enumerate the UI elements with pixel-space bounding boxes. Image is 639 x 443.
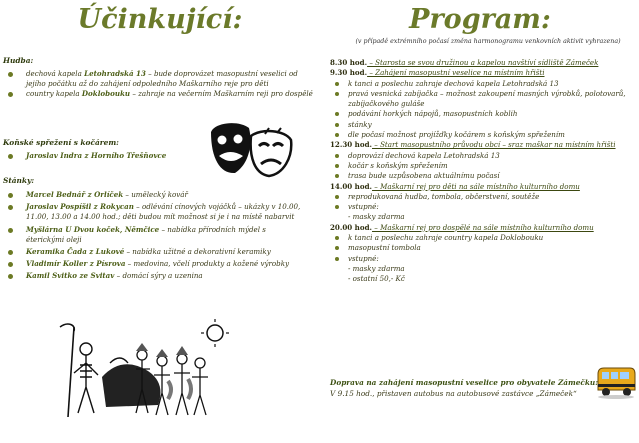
program-list-item [330,151,636,161]
program-time-row [330,182,636,192]
list-item: Myšlárna U Dvou koček, Němčice – nabídka přírodních mýdel s éterickými oleji [4,225,304,245]
program-time-row [330,68,636,78]
program-list-item [330,171,636,181]
program-item-text: k tanci a poslechu zahraje country kapela Doklobouku [348,233,544,243]
program-event: – Maškarní rej pro děti na sále místního kulturního domu [372,181,580,191]
list-item: Jaroslav Indra z Horního Třešňovce [4,151,314,161]
program-list-item [330,109,636,119]
transport-heading: Doprava na zahájení masopustní veselice pro obyvatele Zámečku: [330,378,598,387]
transport-note [330,378,636,398]
program-list-item [330,89,636,110]
program-list [330,58,636,285]
program-item-text: reprodukovaná hudba, tombola, občerstvení, soutěže [348,191,540,201]
program-item-text: doprovází dechová kapela Letohradská 13 [348,150,500,160]
stalls-heading: Stánky: [3,176,35,185]
performers-title: Účinkující: [77,4,243,35]
list-item: Keramika Čada z Lukové – nabídka užitné a dekorativní keramiky [4,247,304,257]
program-list-item [330,243,636,253]
program-item-text: stánky [348,119,372,129]
program-list-item [330,274,636,284]
program-event: – Maškarní rej pro dospělé na sále místního kulturního domu [372,222,594,232]
program-list-item [330,79,636,89]
program-list-item [330,120,636,130]
program-item-text: k tanci a poslechu zahraje dechová kapela Letohradská 13 [348,78,559,88]
carnival-procession-icon [40,317,230,427]
program-item-text: trasa bude uzpůsobena aktuálnímu počasí [348,171,500,181]
list-item: Jaroslav Pospíšil z Rokycan – odlévání cínových vojáčků – ukázky v 10.00, 11.00, 13.00 a 14.00 hod.; děti budou mít možnost si je i na místě nabarvit [4,202,304,222]
program-time: 14.00 hod. [330,181,373,191]
theatre-masks-icon [205,118,295,180]
program-list-item [330,254,636,264]
program-item-text: masopustní tombola [348,243,421,253]
program-item-text: dle počasí možnost projížďky kočárem s koňským spřežením [348,130,565,140]
list-item: Vladimír Koller z Písrova – medovina, včelí produkty a kožené výrobky [4,259,304,269]
program-list-item [330,212,636,222]
program-event: – Zahájení masopustní veselice na místním hřišti [367,68,545,78]
program-list-item [330,161,636,171]
program-list-item [330,192,636,202]
program-event: – Starosta se svou družinou a kapelou navštíví sídliště Zámeček [367,58,599,67]
program-item-text: podávání horkých nápojů, masopustních koblih [348,109,518,119]
program-item-text: kočár s koňským spřežením [348,160,448,170]
music-heading: Hudba: [3,56,34,65]
program-item-text: pravá vesnická zabíjačka – možnost zakoupení masných výrobků, polotovarů, zabíjačkového guláše [348,88,626,109]
program-time-row [330,140,636,150]
program-item-text: vstupné: [348,202,379,212]
program-time: 8.30 hod. [330,58,368,67]
program-item-text: vstupné: [348,253,379,263]
program-item-text: - ostatní 50,- Kč [348,274,405,284]
program-event: – Start masopustního průvodu obcí – sraz maškar na místním hřišti [372,140,616,150]
program-title: Program: [409,4,551,35]
program-list-item [330,202,636,212]
program-item-text: - masky zdarma [348,212,405,222]
music-list [4,69,314,100]
program-time-row [330,223,636,233]
program-subnote: (v případě extrémního počasí změna harmonogramu venkovních aktivit vyhrazena) [355,38,621,45]
program-time: 20.00 hod. [330,222,373,232]
program-time: 12.30 hod. [330,140,373,150]
program-list-item [330,233,636,243]
transport-line: V 9.15 hod., přistaven autobus na autobusové zastávce „Zámeček“ [330,389,577,398]
stalls-list [4,190,304,282]
list-item: Kamil Svitko ze Svitav – domácí sýry a uzenina [4,271,304,281]
program-item-text: - masky zdarma [348,263,405,273]
school-bus-icon [595,366,637,400]
list-item: country kapela Doklobouku – zahraje na večerním Maškarním reji pro dospělé [4,89,314,99]
carriage-heading: Koňské spřežení s kočárem: [3,138,119,147]
program-time-row [330,58,636,68]
list-item: dechová kapela Letohradská 13 – bude doprovázet masopustní veselici od jejího počátku až do zahájení odpoledního Maškarního reje pro děti [4,69,314,89]
program-list-item [330,264,636,274]
program-time: 9.30 hod. [330,68,368,78]
program-list-item [330,130,636,140]
list-item: Marcel Bednář z Orlíček – umělecký kovář [4,190,304,200]
